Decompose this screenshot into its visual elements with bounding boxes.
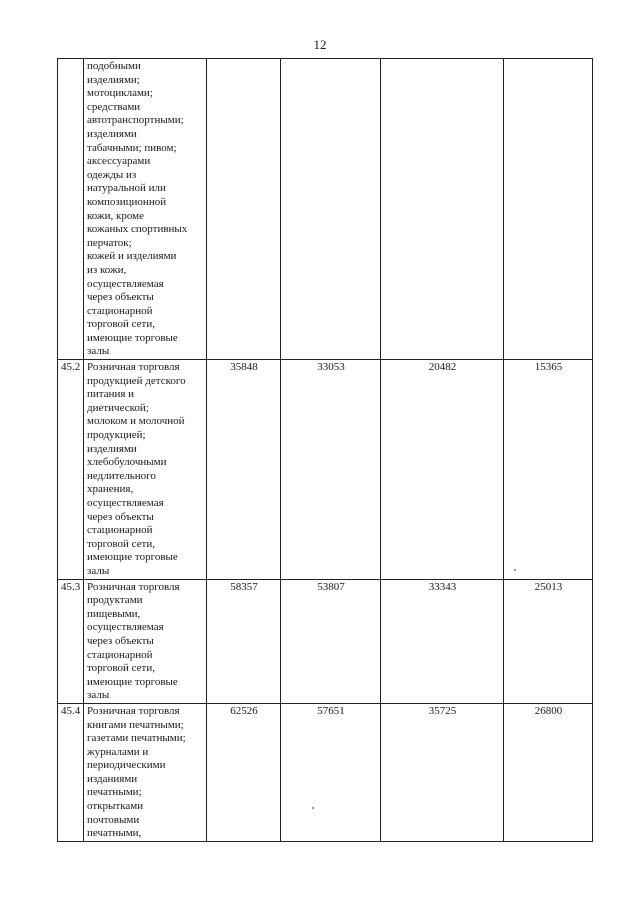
table-row	[58, 579, 593, 703]
row-description: Розничная торговля продукцией детского питания и диетической; молоком и молочной продукцией; изделиями хлебобулочными недлительного хранения, осуществляемая через объекты стационарной торговой сети, имеющие торговые залы	[84, 360, 207, 580]
value-cell	[281, 59, 381, 360]
row-description: подобными изделиями; мотоциклами; средствами автотранспортными; изделиями табачными; пивом; аксессуарами одежды из натуральной или композиционной кожи, кроме кожаных спортивных перчаток; кожей и изделиями из кожи, осуществляемая через объекты стационарной торговой сети, имеющие торговые залы	[84, 59, 207, 360]
row-code: 45.4	[58, 703, 84, 841]
scan-speck	[312, 807, 314, 809]
scan-speck	[514, 569, 516, 571]
value-cell: 26800	[504, 703, 593, 841]
value-cell	[207, 59, 281, 360]
table-row	[58, 360, 593, 580]
page-number: 12	[313, 37, 327, 52]
value-cell: 58357	[207, 579, 281, 703]
value-cell: 15365	[504, 360, 593, 580]
tariff-table	[57, 58, 593, 842]
row-code: 45.2	[58, 360, 84, 580]
row-code: 45.3	[58, 579, 84, 703]
value-cell: 35848	[207, 360, 281, 580]
value-cell	[504, 59, 593, 360]
row-code	[58, 59, 84, 360]
row-description: Розничная торговля книгами печатными; газетами печатными; журналами и периодическими изданиями печатными; открытками почтовыми печатными,	[84, 703, 207, 841]
value-cell: 57651	[281, 703, 381, 841]
value-cell: 33053	[281, 360, 381, 580]
table-row	[58, 59, 593, 360]
value-cell: 62526	[207, 703, 281, 841]
value-cell: 35725	[381, 703, 504, 841]
value-cell: 33343	[381, 579, 504, 703]
value-cell: 20482	[381, 360, 504, 580]
value-cell: 53807	[281, 579, 381, 703]
value-cell	[381, 59, 504, 360]
row-description: Розничная торговля продуктами пищевыми, осуществляемая через объекты стационарной торговой сети, имеющие торговые залы	[84, 579, 207, 703]
table-row	[58, 703, 593, 841]
value-cell: 25013	[504, 579, 593, 703]
